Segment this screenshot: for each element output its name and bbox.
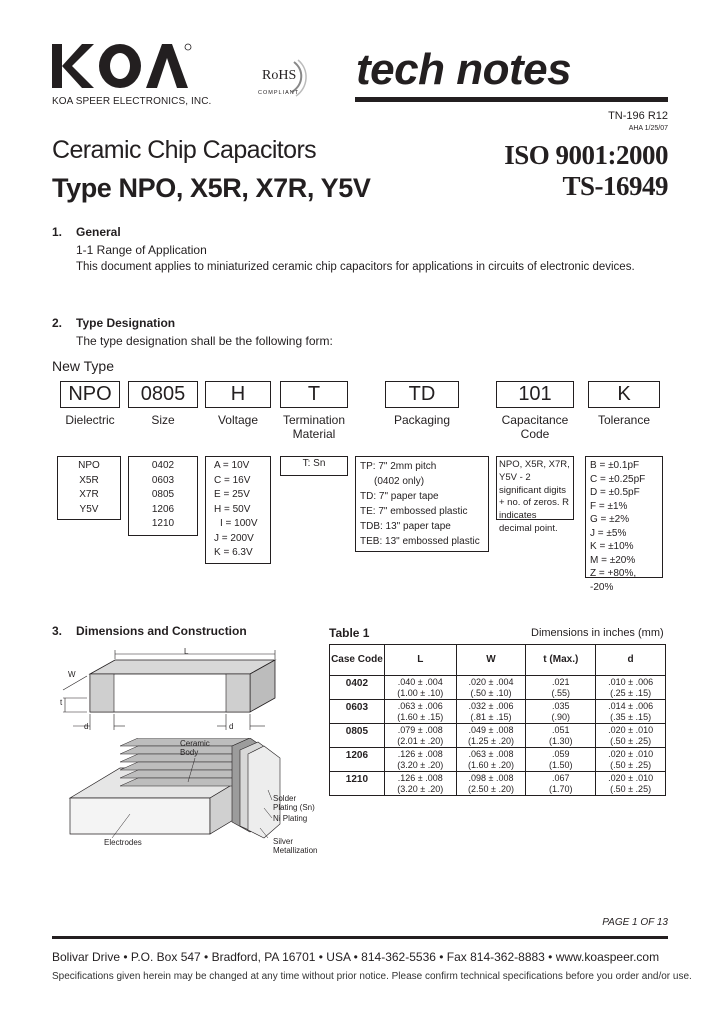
tech-notes-title: tech notes xyxy=(356,45,572,94)
value: .020 ± .010 xyxy=(608,749,654,760)
dim-l xyxy=(384,724,456,748)
option: A = 10V xyxy=(214,460,250,471)
value-mm: (.50 ± .25) xyxy=(610,735,652,746)
option: J = 200V xyxy=(214,532,254,544)
value-mm: (1.60 ± .20) xyxy=(468,759,514,770)
code-size: 0805 xyxy=(128,381,198,408)
koa-logo xyxy=(52,42,192,90)
value-mm: (.55) xyxy=(551,687,571,698)
table-header-row xyxy=(330,645,666,676)
value-mm: (2.50 ± .20) xyxy=(468,783,514,794)
label-tolerance: Tolerance xyxy=(597,413,651,427)
value: .063 ± .006 xyxy=(397,701,443,712)
dim-l xyxy=(384,772,456,796)
option: 0402 xyxy=(151,460,175,471)
label-ni: Ni Plating xyxy=(273,814,308,823)
dim-t xyxy=(526,748,596,772)
option: C = ±0.25pF xyxy=(590,473,646,485)
table-row xyxy=(330,748,666,772)
value: .126 ± .008 xyxy=(397,749,443,760)
value-mm: (1.60 ± .15) xyxy=(397,711,444,722)
value-mm: (.50 ± .25) xyxy=(610,783,652,794)
table-row xyxy=(330,700,666,724)
label-voltage: Voltage xyxy=(217,413,259,427)
option: H = 50V xyxy=(214,503,251,515)
dim-w xyxy=(456,724,526,748)
dim-w xyxy=(456,700,526,724)
code-voltage: H xyxy=(205,381,271,408)
option: TDB: 13" paper tape xyxy=(360,521,451,532)
option: K = ±10% xyxy=(590,541,634,552)
value-mm: (.25 ± .15) xyxy=(610,687,652,698)
value-mm: (.50 ± .25) xyxy=(610,759,652,770)
label-size: Size xyxy=(151,413,175,427)
value: .059 xyxy=(552,749,570,760)
code-termination: T xyxy=(280,381,348,408)
dim-w xyxy=(456,748,526,772)
value: .014 ± .006 xyxy=(608,701,654,712)
dim-w xyxy=(456,676,526,700)
dim-d xyxy=(596,676,666,700)
code-packaging: TD xyxy=(385,381,459,408)
section1-text: This document applies to miniaturized ceramic chip capacitors for applications in circuits of electronic devices. xyxy=(76,261,635,273)
label-L: L xyxy=(184,647,189,656)
size-options xyxy=(128,456,198,536)
option: TD: 7" paper tape xyxy=(360,491,439,502)
table-header: d xyxy=(596,645,666,676)
section3-number: 3. xyxy=(52,624,63,638)
option: X5R xyxy=(79,474,99,486)
option: K = 6.3V xyxy=(214,547,253,558)
iso-cert: ISO 9001:2000 xyxy=(504,140,668,170)
case-code: 0603 xyxy=(330,700,385,724)
option: (0402 only) xyxy=(374,476,425,487)
label-d-right: d xyxy=(229,722,234,731)
label-W: W xyxy=(68,670,76,679)
label-dielectric: Dielectric xyxy=(65,413,115,427)
label-termination: Termination Material xyxy=(282,413,346,441)
table-row xyxy=(330,772,666,796)
case-code: 1210 xyxy=(330,772,385,796)
dielectric-options xyxy=(57,456,121,520)
value-mm: (3.20 ± .20) xyxy=(397,783,444,794)
dim-t xyxy=(526,700,596,724)
dim-t xyxy=(526,772,596,796)
dim-d xyxy=(596,724,666,748)
packaging-options xyxy=(355,456,489,552)
option: 0603 xyxy=(151,474,175,486)
option: 1206 xyxy=(151,503,175,515)
dim-w xyxy=(456,772,526,796)
table-header: W xyxy=(456,645,526,676)
value: .040 ± .004 xyxy=(397,677,443,688)
option: NPO xyxy=(78,460,100,471)
dim-l xyxy=(384,676,456,700)
footer-rule xyxy=(52,936,668,939)
value: .021 xyxy=(552,677,570,688)
value: .020 ± .010 xyxy=(608,725,654,736)
dim-l xyxy=(384,748,456,772)
label-electrodes: Electrodes xyxy=(104,838,142,847)
option: G = ±2% xyxy=(590,514,630,525)
table-header: L xyxy=(384,645,456,676)
dimensions-table xyxy=(329,644,666,796)
value-mm: (2.01 ± .20) xyxy=(397,735,444,746)
case-code: 1206 xyxy=(330,748,385,772)
label-packaging: Packaging xyxy=(393,413,451,427)
section3-heading: Dimensions and Construction xyxy=(76,624,247,638)
rohs-badge xyxy=(252,56,310,100)
value-mm: (1.70) xyxy=(549,783,573,794)
option: TE: 7" embossed plastic xyxy=(360,506,468,517)
value: .098 ± .008 xyxy=(468,773,514,784)
option: C = 16V xyxy=(214,474,251,486)
value-mm: (.81 ± .15) xyxy=(470,711,512,722)
new-type-label: New Type xyxy=(52,358,114,374)
option: D = ±0.5pF xyxy=(590,487,640,498)
case-code: 0402 xyxy=(330,676,385,700)
dim-d xyxy=(596,700,666,724)
value: .032 ± .006 xyxy=(468,701,514,712)
value: .079 ± .008 xyxy=(397,725,443,736)
value-mm: (3.20 ± .20) xyxy=(397,759,444,770)
table-row xyxy=(330,724,666,748)
label-silver: Silver Metallization xyxy=(273,837,318,855)
value: .063 ± .008 xyxy=(468,749,514,760)
ts-cert: TS-16949 xyxy=(562,171,668,201)
section1-number: 1. xyxy=(52,225,63,239)
label-capacitance: Capacitance Code xyxy=(501,413,569,441)
value-mm: (1.25 ± .20) xyxy=(468,735,514,746)
option: Y5V xyxy=(79,503,99,515)
label-ceramic-body: Ceramic Body xyxy=(180,739,210,757)
table-header: Case Code xyxy=(330,645,385,676)
value-mm: (.90) xyxy=(551,711,571,722)
dim-d xyxy=(596,748,666,772)
value: .035 xyxy=(552,701,570,712)
value: .049 ± .008 xyxy=(468,725,514,736)
dim-d xyxy=(596,772,666,796)
value: .067 xyxy=(552,773,570,784)
value-mm: (.35 ± .15) xyxy=(610,711,652,722)
chip-dimension-diagram xyxy=(45,640,280,736)
section1-sub: 1-1 Range of Application xyxy=(76,243,207,257)
dim-l xyxy=(384,700,456,724)
value: .051 xyxy=(552,725,570,736)
section2-heading: Type Designation xyxy=(76,316,176,330)
footer-disclaimer: Specifications given herein may be changed at any time without prior notice. Please confirm technical specifications before you order and/or use. xyxy=(52,971,692,982)
header-rule xyxy=(355,97,668,102)
company-name: KOA SPEER ELECTRONICS, INC. xyxy=(52,96,212,107)
table-title: Table 1 xyxy=(329,626,370,640)
value: .020 ± .004 xyxy=(468,677,514,688)
value-mm: (1.30) xyxy=(549,735,573,746)
page-subtitle: Type NPO, X5R, X7R, Y5V xyxy=(52,173,371,203)
value: .020 ± .010 xyxy=(608,773,654,784)
option: J = ±5% xyxy=(590,527,627,539)
rohs-text: RoHS xyxy=(262,68,297,83)
voltage-options xyxy=(205,456,271,564)
option: Z = +80%, -20% xyxy=(590,568,637,593)
page-number: PAGE 1 OF 13 xyxy=(602,917,668,928)
value: .126 ± .008 xyxy=(397,773,443,784)
section2-text: The type designation shall be the following form: xyxy=(76,334,333,348)
option: I = 100V xyxy=(220,518,258,529)
code-capacitance: 101 xyxy=(496,381,574,408)
tolerance-options xyxy=(585,456,663,593)
option: TP: 7" 2mm pitch xyxy=(360,461,437,472)
rohs-subtext: COMPLIANT xyxy=(258,90,300,96)
option: X7R xyxy=(79,489,99,500)
page-title: Ceramic Chip Capacitors xyxy=(52,136,317,164)
option: F = ±1% xyxy=(590,500,628,512)
option: E = 25V xyxy=(214,489,250,500)
option: 1210 xyxy=(151,518,175,529)
dim-t xyxy=(526,676,596,700)
doc-number: TN-196 R12 xyxy=(608,110,668,122)
table-units: Dimensions in inches (mm) xyxy=(531,627,664,639)
option: 0805 xyxy=(151,489,175,500)
table-header: t (Max.) xyxy=(526,645,596,676)
value-mm: (1.00 ± .10) xyxy=(397,687,444,698)
label-d-left: d xyxy=(84,722,89,731)
dim-t xyxy=(526,724,596,748)
footer-address: Bolivar Drive • P.O. Box 547 • Bradford, PA 16701 • USA • 814-362-5536 • Fax 814-362-8883 • www.koaspeer.com xyxy=(52,950,660,964)
code-tolerance: K xyxy=(588,381,660,408)
label-t: t xyxy=(60,698,63,707)
value-mm: (1.50) xyxy=(549,759,573,770)
section1-heading: General xyxy=(76,225,121,239)
termination-options xyxy=(280,456,348,476)
table-row xyxy=(330,676,666,700)
capacitance-code-text: NPO, X5R, X7R, Y5V - 2 significant digits + no. of zeros. R indicates decimal point. xyxy=(496,456,574,520)
option: T: Sn xyxy=(302,458,326,469)
code-dielectric: NPO xyxy=(60,381,120,408)
option: M = ±20% xyxy=(590,554,636,566)
label-solder: Solder Plating (Sn) xyxy=(273,794,315,812)
option: B = ±0.1pF xyxy=(590,460,640,471)
value-mm: (.50 ± .10) xyxy=(470,687,512,698)
doc-date: AHA 1/25/07 xyxy=(628,125,668,132)
case-code: 0805 xyxy=(330,724,385,748)
value: .010 ± .006 xyxy=(608,677,654,688)
option: TEB: 13" embossed plastic xyxy=(360,536,480,547)
section2-number: 2. xyxy=(52,316,63,330)
